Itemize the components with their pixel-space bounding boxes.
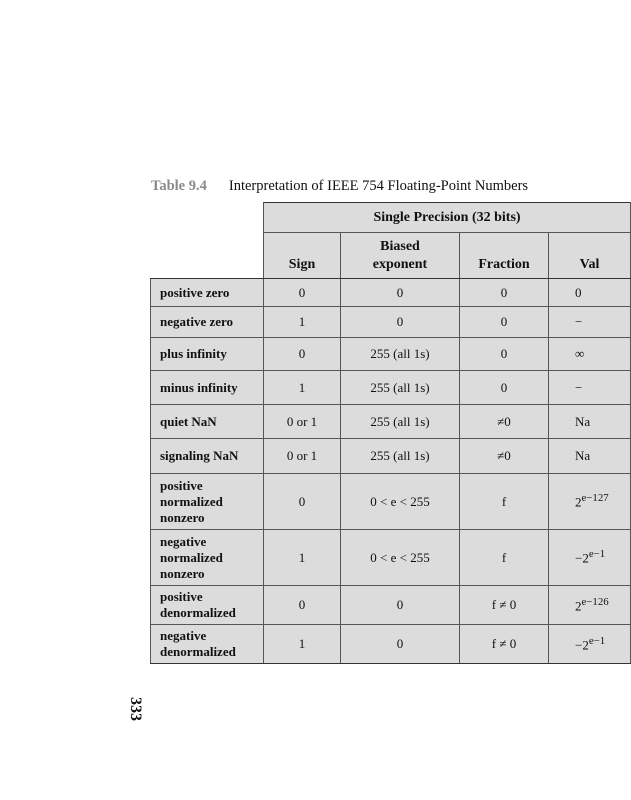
row-label: quiet NaN bbox=[151, 405, 264, 439]
cell-sign: 1 bbox=[264, 625, 341, 664]
value-exponent: e−126 bbox=[581, 595, 609, 608]
ieee-754-table bbox=[150, 202, 631, 664]
row-label-line: positive bbox=[160, 477, 203, 493]
cell-sign: 0 or 1 bbox=[264, 439, 341, 474]
value-base: −2 bbox=[575, 637, 589, 653]
cell-fraction: ≠0 bbox=[460, 439, 549, 474]
cell-exponent: 0 bbox=[341, 307, 460, 338]
cell-value bbox=[549, 586, 631, 625]
cell-exponent: 255 (all 1s) bbox=[341, 439, 460, 474]
cell-value: Na bbox=[549, 439, 631, 474]
cell-exponent: 0 < e < 255 bbox=[341, 474, 460, 530]
value-base: −2 bbox=[575, 550, 589, 566]
row-label-line: normalized bbox=[160, 549, 223, 565]
cell-value bbox=[549, 625, 631, 664]
row-label bbox=[151, 530, 264, 586]
row-label-line: nonzero bbox=[160, 565, 205, 581]
cell-fraction: 0 bbox=[460, 279, 549, 307]
header-corner bbox=[151, 203, 264, 279]
table-row bbox=[151, 279, 631, 307]
ieee-table-wrapper bbox=[150, 202, 630, 664]
cell-sign: 0 bbox=[264, 279, 341, 307]
value-exponent: e−1 bbox=[588, 634, 606, 647]
table-row bbox=[151, 338, 631, 371]
cell-exponent: 0 bbox=[341, 586, 460, 625]
cell-exponent: 0 bbox=[341, 625, 460, 664]
cell-sign: 0 bbox=[264, 586, 341, 625]
cell-value: 0 bbox=[549, 279, 631, 307]
row-label-line: denormalized bbox=[160, 605, 236, 620]
cell-sign: 0 bbox=[264, 474, 341, 530]
table-row bbox=[151, 474, 631, 530]
cell-fraction: 0 bbox=[460, 371, 549, 405]
table-title: Interpretation of IEEE 754 Floating-Point Numbers bbox=[228, 178, 529, 194]
row-label-line: negative bbox=[160, 533, 207, 549]
row-label: minus infinity bbox=[151, 371, 264, 405]
cell-sign: 1 bbox=[264, 371, 341, 405]
row-label: negative zero bbox=[151, 307, 264, 338]
cell-sign: 0 bbox=[264, 338, 341, 371]
row-label: plus infinity bbox=[151, 338, 264, 371]
header-fraction: Fraction bbox=[460, 233, 549, 279]
cell-fraction: 0 bbox=[460, 307, 549, 338]
cell-fraction: 0 bbox=[460, 338, 549, 371]
header-value: Val bbox=[549, 233, 631, 279]
cell-fraction: f bbox=[460, 474, 549, 530]
value-exponent: e−1 bbox=[588, 548, 606, 561]
cell-exponent: 255 (all 1s) bbox=[341, 338, 460, 371]
cell-exponent: 255 (all 1s) bbox=[341, 405, 460, 439]
cell-exponent: 255 (all 1s) bbox=[341, 371, 460, 405]
cell-exponent: 0 < e < 255 bbox=[341, 530, 460, 586]
value-base: 2 bbox=[575, 598, 582, 614]
table-number: Table 9.4 bbox=[151, 178, 207, 194]
header-single-precision: Single Precision (32 bits) bbox=[264, 203, 631, 233]
header-sign: Sign bbox=[264, 233, 341, 279]
table-row bbox=[151, 371, 631, 405]
cell-value: − bbox=[549, 371, 631, 405]
row-label-line: positive bbox=[160, 589, 203, 604]
cell-fraction: f ≠ 0 bbox=[460, 625, 549, 664]
row-label-line: denormalized bbox=[160, 644, 236, 659]
row-label-line: negative bbox=[160, 628, 207, 643]
cell-fraction: f bbox=[460, 530, 549, 586]
cell-fraction: f ≠ 0 bbox=[460, 586, 549, 625]
cell-value bbox=[549, 530, 631, 586]
table-row bbox=[151, 586, 631, 625]
row-label bbox=[151, 625, 264, 664]
cell-exponent: 0 bbox=[341, 279, 460, 307]
cell-value: − bbox=[549, 307, 631, 338]
row-label bbox=[151, 474, 264, 530]
cell-value: Na bbox=[549, 405, 631, 439]
table-row bbox=[151, 530, 631, 586]
cell-fraction: ≠0 bbox=[460, 405, 549, 439]
value-base: 2 bbox=[575, 494, 582, 510]
cell-sign: 0 or 1 bbox=[264, 405, 341, 439]
row-label-line: normalized bbox=[160, 493, 223, 509]
cell-sign: 1 bbox=[264, 530, 341, 586]
cell-sign: 1 bbox=[264, 307, 341, 338]
table-row bbox=[151, 439, 631, 474]
table-caption bbox=[151, 178, 528, 195]
header-biased-exponent bbox=[341, 233, 460, 279]
cell-value: ∞ bbox=[549, 338, 631, 371]
table-row bbox=[151, 405, 631, 439]
row-label-line: nonzero bbox=[160, 509, 205, 525]
cell-value bbox=[549, 474, 631, 530]
row-label: positive zero bbox=[151, 279, 264, 307]
table-row bbox=[151, 625, 631, 664]
page-number: 333 bbox=[127, 697, 144, 721]
value-exponent: e−127 bbox=[581, 492, 609, 505]
table-row bbox=[151, 307, 631, 338]
header-biased-line2: exponent bbox=[372, 257, 428, 272]
header-biased-line1: Biased bbox=[380, 239, 420, 254]
row-label: signaling NaN bbox=[151, 439, 264, 474]
row-label bbox=[151, 586, 264, 625]
